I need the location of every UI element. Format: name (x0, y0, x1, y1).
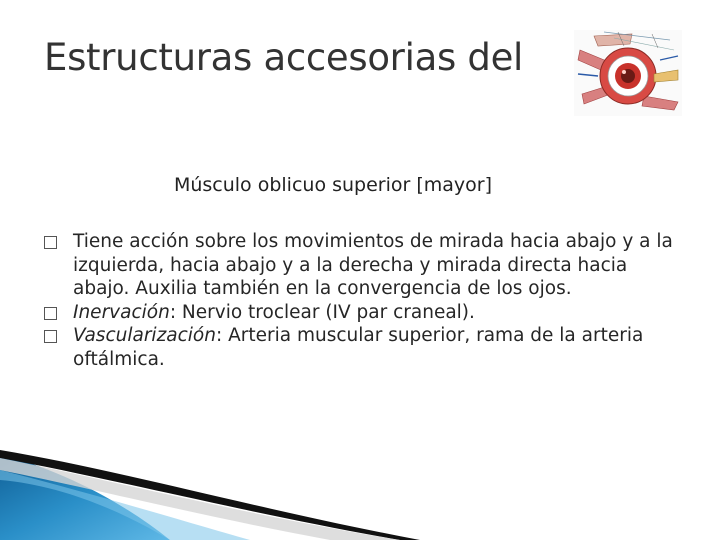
bullet-separator: : (169, 301, 177, 323)
bullet-separator: : (215, 325, 223, 346)
bullet-icon (44, 330, 57, 343)
bullet-item (44, 324, 674, 371)
bullet-list (44, 230, 674, 371)
bullet-text: Tiene acción sobre los movimientos de mirada hacia abajo y a la izquierda, hacia abajo y a la derecha y mirada directa hacia abajo. Auxilia también en la convergencia de los ojos. (73, 231, 673, 299)
slide-subtitle: Músculo oblicuo superior [mayor] (173, 174, 493, 196)
bullet-label: Vascularización (73, 325, 216, 346)
bullet-label: Inervación (73, 301, 170, 323)
eye-anatomy-illustration (574, 30, 682, 116)
slide-title: Estructuras accesorias del (44, 36, 524, 79)
bullet-item (44, 301, 674, 325)
bullet-item (44, 230, 674, 301)
bullet-text: Arteria muscular superior, rama de la arteria oftálmica. (73, 325, 644, 370)
bullet-icon (44, 236, 57, 249)
bullet-text: Nervio troclear (IV par craneal). (176, 301, 475, 323)
bullet-icon (44, 307, 57, 320)
corner-decoration (0, 440, 720, 540)
